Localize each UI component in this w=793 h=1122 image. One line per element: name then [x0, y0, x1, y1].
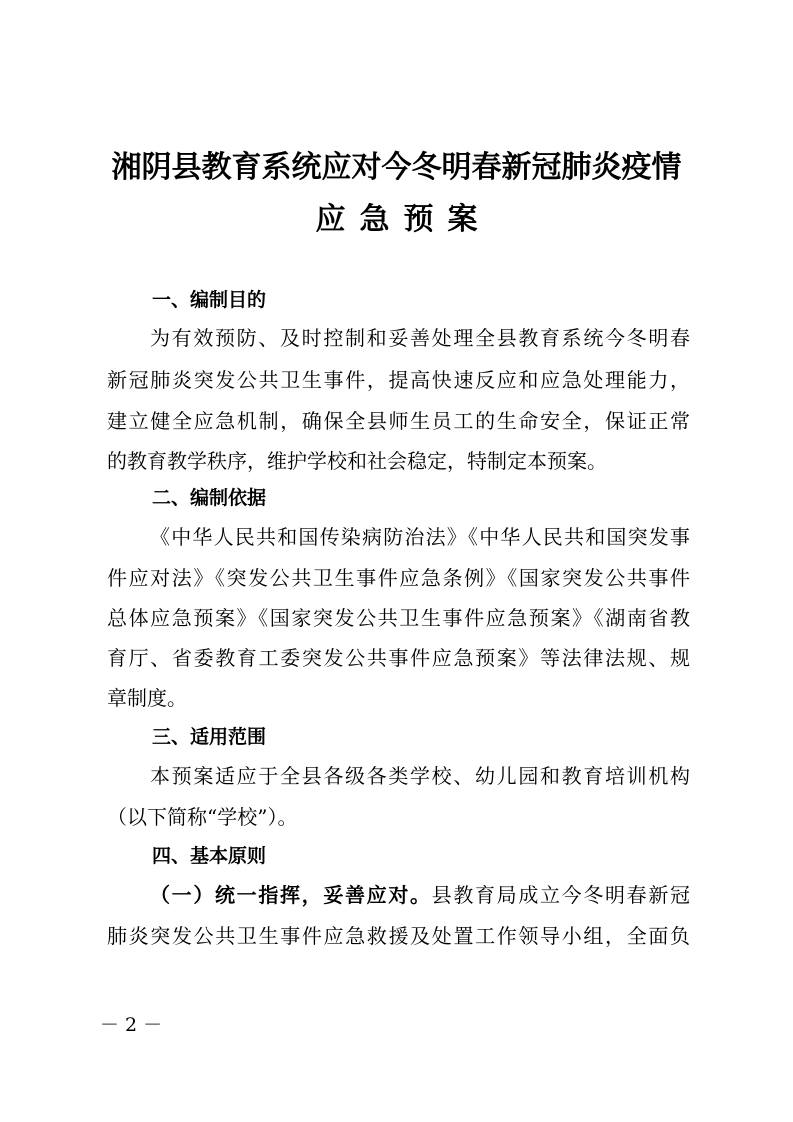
principle-paragraph-first-line	[150, 881, 690, 909]
section-heading-scope: 三、适用范围	[152, 726, 267, 748]
paragraph-line: 《中华人民共和国传染病防治法》《中华人民共和国突发事	[150, 525, 690, 549]
document-title-line-1: 湘阴县教育系统应对今冬明春新冠肺炎疫情	[111, 150, 682, 185]
page-number: － 2 －	[100, 1014, 163, 1036]
principle-text: 县教育局成立今冬明春新冠	[431, 883, 691, 907]
section-heading-basis: 二、编制依据	[152, 487, 267, 509]
paragraph-line: 本预案适应于全县各级各类学校、幼儿园和教育培训机构	[150, 764, 690, 788]
principle-title: （一）统一指挥，妥善应对。	[150, 883, 432, 907]
paragraph-line: 的教育教学秩序，维护学校和社会稳定，特制定本预案。	[107, 449, 607, 473]
paragraph-line: 章制度。	[107, 686, 187, 710]
paragraph-line: 为有效预防、及时控制和妥善处理全县教育系统今冬明春	[150, 326, 690, 350]
paragraph-line: （以下简称“学校”）。	[107, 805, 298, 829]
section-heading-principles: 四、基本原则	[152, 845, 267, 867]
paragraph-line: 肺炎突发公共卫生事件应急救援及处置工作领导小组，全面负	[107, 924, 690, 948]
document-title-line-2: 应急预案	[315, 202, 492, 237]
paragraph-line: 件应对法》《突发公共卫生事件应急条例》《国家突发公共事件	[107, 566, 690, 590]
paragraph-line: 育厅、省委教育工委突发公共事件应急预案》等法律法规、规	[107, 646, 690, 670]
paragraph-line: 新冠肺炎突发公共卫生事件，提高快速反应和应急处理能力，	[107, 368, 690, 392]
paragraph-line: 总体应急预案》《国家突发公共卫生事件应急预案》《湖南省教	[107, 606, 690, 630]
paragraph-line: 建立健全应急机制，确保全县师生员工的生命安全，保证正常	[107, 409, 690, 433]
section-heading-purpose: 一、编制目的	[152, 289, 267, 311]
